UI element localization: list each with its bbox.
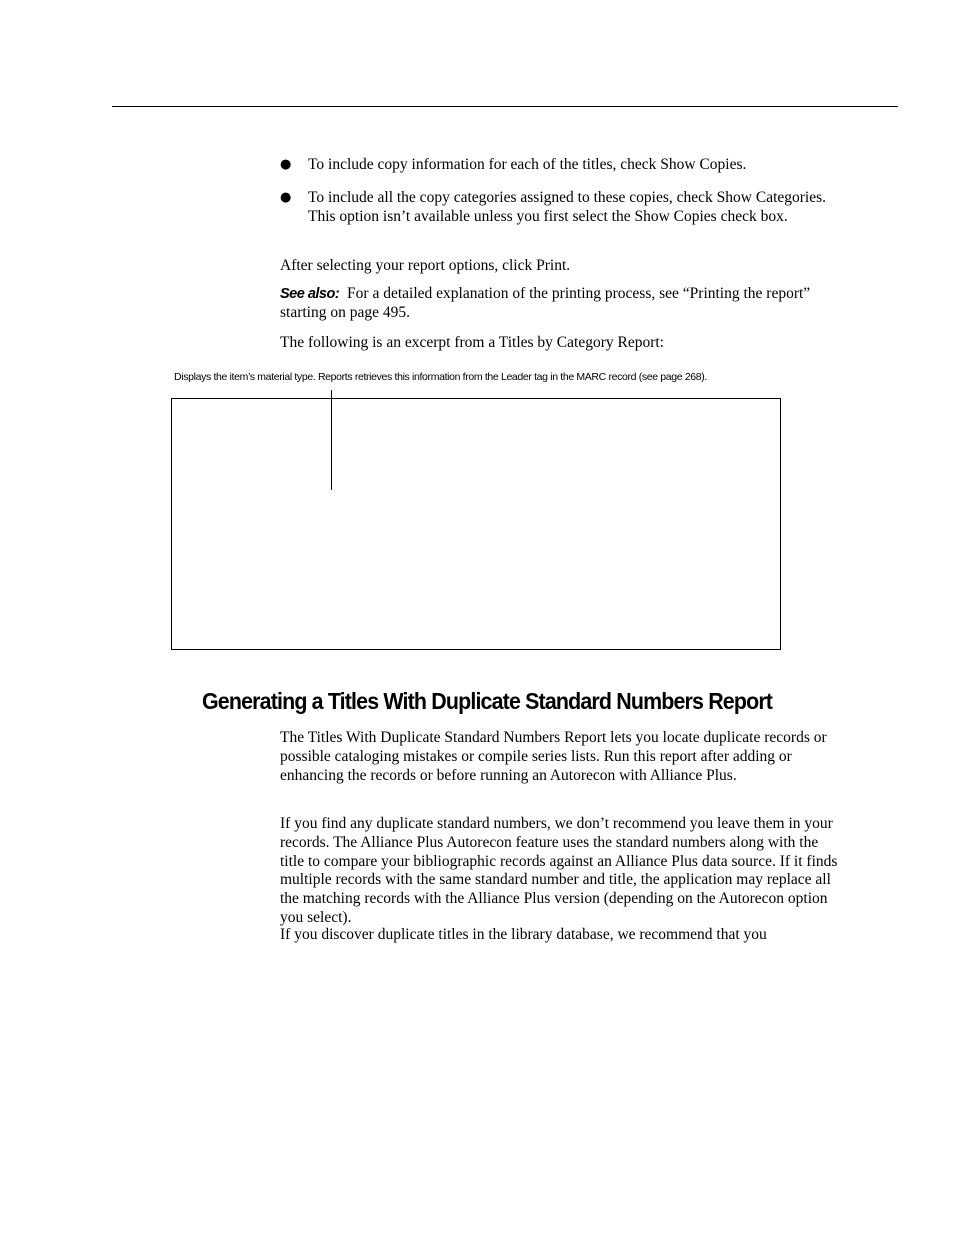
- figure-callout-text: Displays the item’s material type. Reports retrieves this information from the Leader tag in the MARC record (see page 268).: [174, 371, 707, 383]
- bullet-item-show-copies: [280, 156, 845, 175]
- see-also-text: For a detailed explanation of the printing process, see “Printing the report” starting on page 495.: [280, 285, 811, 321]
- after-selecting-paragraph: After selecting your report options, click Print.: [280, 257, 571, 274]
- excerpt-intro-paragraph: The following is an excerpt from a Titles by Category Report:: [280, 334, 664, 351]
- see-also-label: See also:: [280, 286, 340, 302]
- section-paragraph-titles: If you discover duplicate titles in the library database, we recommend that you: [280, 926, 767, 943]
- bullet-text: To include copy information for each of the titles, check Show Copies.: [308, 156, 747, 173]
- callout-leader-line: [331, 390, 332, 490]
- report-excerpt-figure: [171, 398, 781, 650]
- bullet-icon: ●: [280, 190, 292, 205]
- bullet-item-show-categories: [280, 189, 845, 227]
- bullet-icon: ●: [280, 157, 292, 172]
- header-rule: [112, 106, 898, 107]
- bullet-text: To include all the copy categories assigned to these copies, check Show Categories. This option isn’t available unless you first select the Show Copies check box.: [308, 189, 827, 225]
- section-heading: Generating a Titles With Duplicate Standard Numbers Report: [202, 688, 773, 714]
- section-paragraph-duplicates: If you find any duplicate standard numbers, we don’t recommend you leave them in your records. The Alliance Plus Autorecon feature uses the standard numbers along with the title to compare your bibliographic records against an Alliance Plus data source. If it finds multiple records with the same standard number and title, the application may replace all the matching records with the Alliance Plus version (depending on the Autorecon option you select).: [280, 815, 838, 926]
- section-paragraph-intro: The Titles With Duplicate Standard Numbers Report lets you locate duplicate records or possible cataloging mistakes or compile series lists. Run this report after adding or enhancing the records or before running an Autorecon with Alliance Plus.: [280, 729, 827, 784]
- see-also-paragraph: [280, 285, 845, 323]
